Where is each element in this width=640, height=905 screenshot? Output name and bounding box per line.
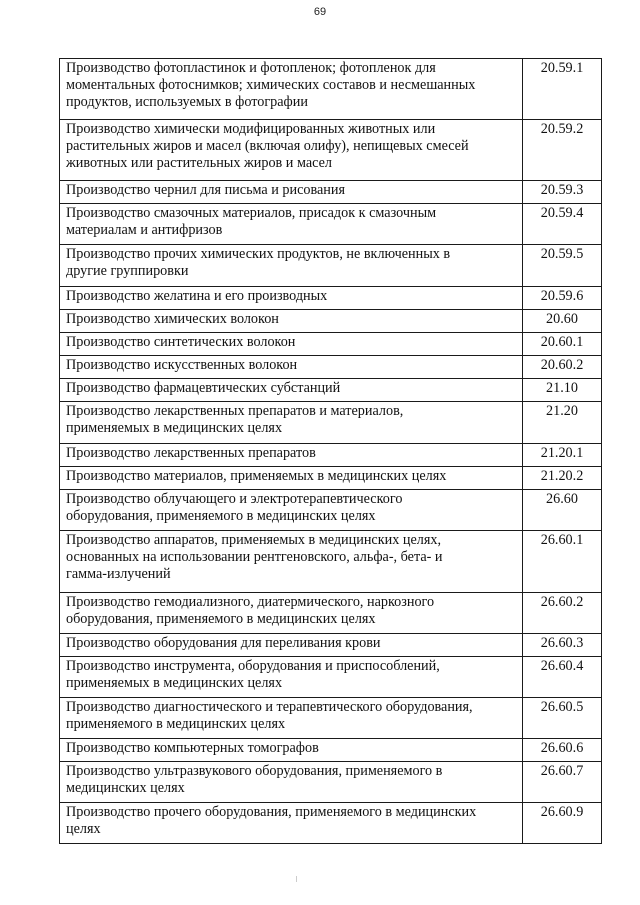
activity-code-cell [523,379,602,402]
table-row [60,379,602,402]
activity-code: 26.60.1 [540,532,584,548]
activity-code: 26.60.5 [540,699,584,715]
activity-description: Производство фармацевтических субстанций [66,380,341,396]
activity-code: 26.60 [546,491,578,507]
activity-description: Производство фотопластинок и фотопленок; фотопленок для моментальных фотоснимков; химических составов и несмешанных продуктов, используемых в фотографии [66,60,476,110]
activity-description: Производство химических волокон [66,311,279,327]
activity-code-cell [523,444,602,467]
activity-description-cell [60,204,523,245]
activity-code: 20.59.1 [540,60,584,76]
activity-code-cell [523,120,602,181]
activity-code-cell [523,245,602,287]
table-row [60,181,602,204]
activity-description: Производство искусственных волокон [66,357,298,373]
activity-description-cell [60,59,523,120]
table-row [60,657,602,698]
activity-description-cell [60,634,523,657]
page-number: 69 [313,6,327,18]
activity-code: 20.60.2 [540,357,584,373]
activity-code: 26.60.7 [540,763,584,779]
activity-code: 20.59.5 [540,246,584,262]
table-row [60,531,602,593]
activity-code-cell [523,698,602,739]
activity-code-cell [523,287,602,310]
activity-code: 21.20.2 [540,468,584,484]
activity-code-cell [523,181,602,204]
table-row [60,333,602,356]
activity-description-cell [60,181,523,204]
activity-code-cell [523,310,602,333]
activity-code: 21.10 [546,380,578,396]
activity-description: Производство прочего оборудования, применяемого в медицинских целях [66,804,477,837]
scan-mark [296,876,297,882]
activity-description-cell [60,120,523,181]
table-row [60,245,602,287]
activity-description-cell [60,310,523,333]
activity-description: Производство компьютерных томографов [66,740,319,756]
activity-description-cell [60,657,523,698]
activity-description: Производство материалов, применяемых в медицинских целях [66,468,447,484]
activity-description: Производство желатина и его производных [66,288,328,304]
table-row [60,402,602,444]
table-row [60,120,602,181]
activity-description-cell [60,379,523,402]
activity-description-cell [60,490,523,531]
table-row [60,698,602,739]
table-row [60,287,602,310]
table-row [60,467,602,490]
activity-codes-table [59,58,602,844]
activity-description: Производство облучающего и электротерапевтического оборудования, применяемого в медицинских целях [66,491,403,524]
table-row [60,310,602,333]
activity-code: 20.59.6 [540,288,584,304]
activity-code-cell [523,467,602,490]
activity-code: 26.60.3 [540,635,584,651]
activity-description-cell [60,762,523,803]
activity-code: 21.20 [546,403,578,419]
activity-description-cell [60,467,523,490]
activity-description-cell [60,444,523,467]
activity-code: 20.60.1 [540,334,584,350]
activity-description-cell [60,333,523,356]
activity-description: Производство инструмента, оборудования и приспособлений, применяемых в медицинских целях [66,658,440,691]
activity-code: 26.60.2 [540,594,584,610]
activity-code: 21.20.1 [540,445,584,461]
activity-description: Производство гемодиализного, диатермического, наркозного оборудования, применяемого в медицинских целях [66,594,435,627]
activity-code: 20.59.3 [540,182,584,198]
activity-code-cell [523,402,602,444]
activity-code-cell [523,204,602,245]
activity-description-cell [60,698,523,739]
activity-codes-table-wrap [59,58,602,844]
table-row [60,593,602,634]
activity-code-cell [523,739,602,762]
activity-description-cell [60,287,523,310]
activity-description: Производство прочих химических продуктов, не включенных в другие группировки [66,246,451,279]
table-row [60,356,602,379]
activity-description-cell [60,402,523,444]
activity-code-cell [523,803,602,844]
activity-code: 26.60.6 [540,740,584,756]
activity-description: Производство оборудования для переливания крови [66,635,381,651]
activity-description: Производство аппаратов, применяемых в медицинских целях, основанных на использовании рентгеновского, альфа-, бета- и гамма-излучений [66,532,443,582]
activity-description: Производство синтетических волокон [66,334,296,350]
activity-code: 26.60.9 [540,804,584,820]
activity-code-cell [523,333,602,356]
activity-description: Производство лекарственных препаратов и материалов, применяемых в медицинских целях [66,403,404,436]
activity-description-cell [60,531,523,593]
activity-description-cell [60,803,523,844]
table-row [60,444,602,467]
activity-description: Производство лекарственных препаратов [66,445,316,461]
table-row [60,204,602,245]
activity-code: 26.60.4 [540,658,584,674]
table-row [60,59,602,120]
activity-description-cell [60,356,523,379]
activity-code: 20.59.2 [540,121,584,137]
table-row [60,490,602,531]
activity-description-cell [60,739,523,762]
activity-code-cell [523,59,602,120]
activity-code-cell [523,762,602,803]
activity-code-cell [523,356,602,379]
table-row [60,803,602,844]
activity-code: 20.60 [546,311,578,327]
activity-description: Производство смазочных материалов, присадок к смазочным материалам и антифризов [66,205,437,238]
activity-code-cell [523,531,602,593]
activity-code-cell [523,490,602,531]
activity-code: 20.59.4 [540,205,584,221]
activity-code-cell [523,593,602,634]
activity-description: Производство химически модифицированных животных или растительных жиров и масел (включая олифу), непищевых смесей животных или растительных жиров и масел [66,121,469,171]
activity-description-cell [60,245,523,287]
activity-description: Производство диагностического и терапевтического оборудования, применяемого в медицинских целях [66,699,473,732]
activity-description-cell [60,593,523,634]
table-row [60,739,602,762]
table-row [60,634,602,657]
activity-description: Производство чернил для письма и рисования [66,182,345,198]
table-row [60,762,602,803]
activity-code-cell [523,634,602,657]
activity-code-cell [523,657,602,698]
activity-description: Производство ультразвукового оборудования, применяемого в медицинских целях [66,763,443,796]
